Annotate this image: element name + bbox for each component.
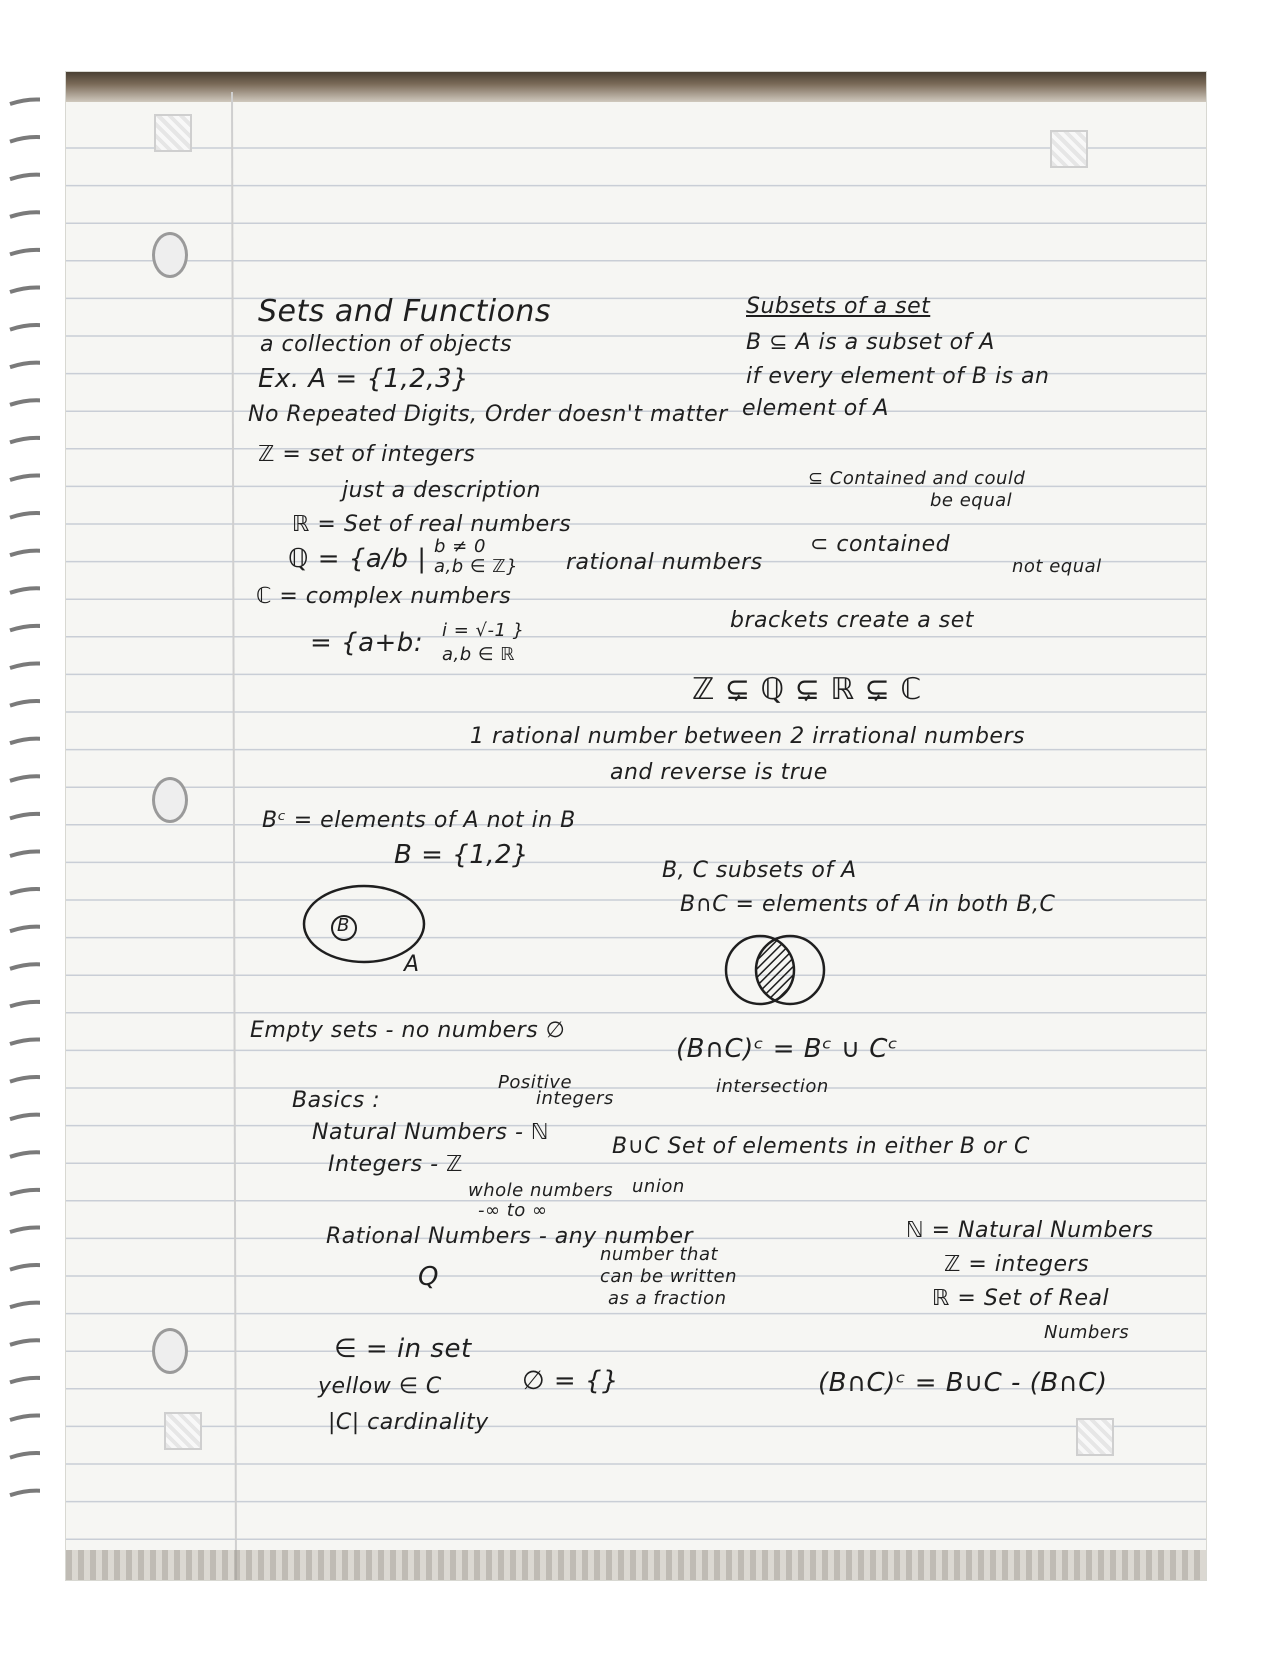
- empty-set-symbol: ∅ = {}: [522, 1366, 620, 1396]
- integers-basic: Integers - ℤ: [328, 1152, 463, 1177]
- spiral-ring: [10, 814, 40, 821]
- spiral-ring: [10, 851, 40, 858]
- set-example: Ex. A = {1,2,3}: [258, 364, 470, 394]
- spiral-ring: [10, 1077, 40, 1084]
- spiral-ring: [10, 1340, 40, 1347]
- basics-heading: Basics :: [292, 1088, 381, 1113]
- subsets-title: Subsets of a set: [746, 294, 931, 319]
- spiral-ring: [10, 1190, 40, 1197]
- spiral-ring: [10, 175, 40, 182]
- spiral-ring: [10, 475, 40, 482]
- spiral-ring: [10, 588, 40, 595]
- rationals-condition-2: a,b ∈ ℤ}: [434, 556, 519, 577]
- legend-reals-2: Numbers: [1044, 1322, 1130, 1343]
- subset-def-1: if every element of B is an: [746, 364, 1050, 389]
- spiral-ring: [10, 701, 40, 708]
- spiral-ring: [10, 287, 40, 294]
- spiral-ring: [10, 739, 40, 746]
- spiral-ring: [10, 1002, 40, 1009]
- infinity-note: -∞ to ∞: [478, 1200, 548, 1221]
- demorgan-law: (B∩C)ᶜ = Bᶜ ∪ Cᶜ: [676, 1034, 899, 1064]
- venn-outer-label: A: [404, 952, 420, 977]
- complex-def: ℂ = complex numbers: [256, 584, 512, 609]
- spiral-ring: [10, 626, 40, 633]
- contained-equal-2: be equal: [930, 490, 1013, 511]
- irrational-note-1: 1 rational number between 2 irrational numbers: [470, 724, 1025, 749]
- final-identity: (B∩C)ᶜ = B∪C - (B∩C): [818, 1368, 1108, 1398]
- spiral-ring: [10, 1115, 40, 1122]
- complex-condition-2: a,b ∈ ℝ: [442, 644, 516, 665]
- legend-reals: ℝ = Set of Real: [932, 1286, 1110, 1311]
- fraction-line-3: as a fraction: [608, 1288, 727, 1309]
- number-chain: ℤ ⊊ ℚ ⊊ ℝ ⊊ ℂ: [692, 672, 922, 707]
- reals-def: ℝ = Set of real numbers: [292, 512, 572, 537]
- spiral-ring: [10, 889, 40, 896]
- brackets-note: brackets create a set: [730, 608, 974, 633]
- spiral-ring: [10, 99, 40, 106]
- spiral-ring: [10, 1039, 40, 1046]
- legend-naturals: ℕ = Natural Numbers: [906, 1218, 1154, 1243]
- complement-def: Bᶜ = elements of A not in B: [262, 808, 576, 833]
- page-title: Sets and Functions: [258, 294, 552, 329]
- spiral-ring: [10, 212, 40, 219]
- bc-subsets: B, C subsets of A: [662, 858, 857, 883]
- description-note: just a description: [342, 478, 541, 503]
- spiral-ring: [10, 513, 40, 520]
- spiral-ring: [10, 776, 40, 783]
- spiral-ring: [10, 1415, 40, 1422]
- intersection-def: B∩C = elements of A in both B,C: [680, 892, 1056, 917]
- spiral-ring: [10, 1227, 40, 1234]
- spiral-ring: [10, 325, 40, 332]
- set-definition: a collection of objects: [260, 332, 512, 357]
- complement-example: B = {1,2}: [394, 840, 530, 870]
- rationals-label: rational numbers: [566, 550, 763, 575]
- spiral-ring: [10, 551, 40, 558]
- fraction-line-2: can be written: [600, 1266, 737, 1287]
- rational-q: Q: [418, 1262, 439, 1292]
- in-set-def: ∈ = in set: [334, 1334, 472, 1364]
- positive-note: Positive: [498, 1072, 573, 1093]
- spiral-ring: [10, 1491, 40, 1498]
- spiral-ring: [10, 1152, 40, 1159]
- fraction-line-1: number that: [600, 1244, 719, 1265]
- spiral-ring: [10, 1265, 40, 1272]
- rationals-def: ℚ = {a/b |: [288, 544, 427, 574]
- complex-condition: i = √-1 }: [442, 620, 525, 641]
- spiral-ring: [10, 438, 40, 445]
- spiral-ring: [10, 400, 40, 407]
- notebook-page: [66, 72, 1206, 1580]
- spiral-ring: [10, 1453, 40, 1460]
- spiral-ring: [10, 1378, 40, 1385]
- subset-def-2: element of A: [742, 396, 889, 421]
- not-equal-note: not equal: [1012, 556, 1102, 577]
- set-rule: No Repeated Digits, Order doesn't matter: [248, 402, 728, 427]
- spiral-ring: [10, 250, 40, 257]
- subset-notation: B ⊆ A is a subset of A: [746, 330, 995, 355]
- rationals-condition: b ≠ 0: [434, 536, 486, 557]
- union-label: union: [632, 1176, 685, 1197]
- spiral-ring: [10, 137, 40, 144]
- irrational-note-2: and reverse is true: [610, 760, 828, 785]
- complex-formula: = {a+b:: [310, 628, 424, 658]
- yellow-example: yellow ∈ C: [318, 1374, 442, 1399]
- contained-equal: ⊆ Contained and could: [808, 468, 1026, 489]
- intersection-label: intersection: [716, 1076, 829, 1097]
- venn-intersection: [66, 72, 1206, 1580]
- cardinality-def: |C| cardinality: [328, 1410, 489, 1435]
- empty-set-def: Empty sets - no numbers ∅: [250, 1018, 566, 1043]
- naturals-def: Natural Numbers - ℕ: [312, 1120, 550, 1145]
- spiral-ring: [10, 1303, 40, 1310]
- spiral-ring: [10, 363, 40, 370]
- spiral-ring: [10, 927, 40, 934]
- integers-def: ℤ = set of integers: [258, 442, 476, 467]
- spiral-ring: [10, 964, 40, 971]
- integers-note: integers: [536, 1088, 614, 1109]
- spiral-binding: [0, 0, 40, 1508]
- legend-integers: ℤ = integers: [944, 1252, 1090, 1277]
- venn-inner-label: B: [337, 915, 350, 936]
- rational-numbers-def: Rational Numbers - any number: [326, 1224, 694, 1249]
- whole-numbers-note: whole numbers: [468, 1180, 614, 1201]
- contained-strict: ⊂ contained: [810, 532, 951, 557]
- union-def: B∪C Set of elements in either B or C: [612, 1134, 1030, 1159]
- spiral-ring: [10, 663, 40, 670]
